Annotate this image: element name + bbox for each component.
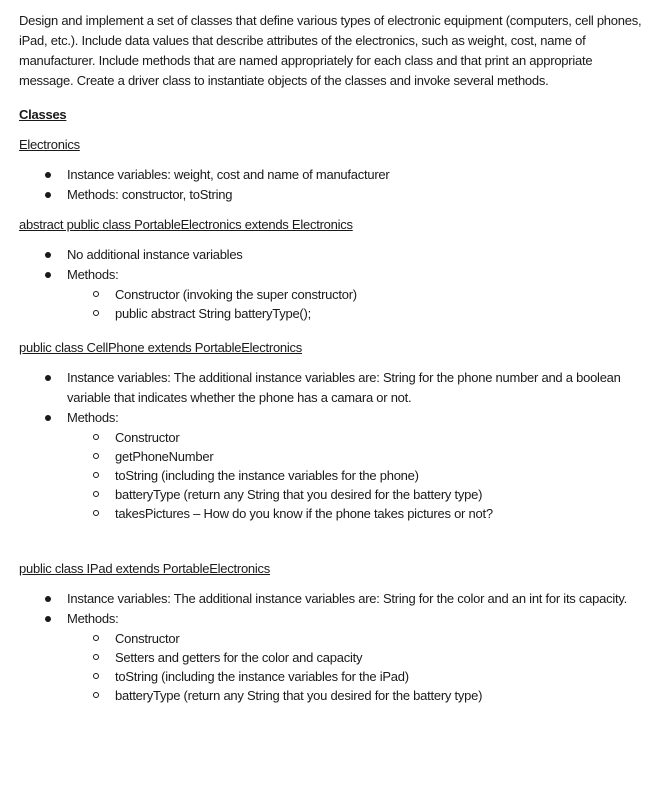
methods-label: Methods: (67, 410, 119, 425)
methods-label: Methods: (67, 611, 119, 626)
cellphone-methods (67, 428, 649, 523)
intro-paragraph: Design and implement a set of classes that define various types of electronic equipment (computers, cell phones, iPad, etc.). Include data values that describe attributes of the electronics, such as weight, cost, name of manufacturer. Include methods that are named appropriately for each class and that print an appropriate message. Create a driver class to instantiate objects of the classes and invoke several methods. (19, 13, 642, 88)
classes-heading: Classes (19, 107, 67, 122)
method-item: getPhoneNumber (67, 447, 649, 466)
methods-label: Methods: (67, 267, 119, 282)
portable-methods (67, 285, 649, 323)
method-item: toString (including the instance variables for the iPad) (67, 667, 649, 686)
ipad-bullets (19, 589, 649, 705)
method-item: toString (including the instance variables for the phone) (67, 466, 649, 485)
class-title-electronics: Electronics (19, 137, 80, 152)
method-item: Constructor (67, 629, 649, 648)
method-item: Constructor (67, 428, 649, 447)
method-item: batteryType (return any String that you desired for the battery type) (67, 686, 649, 705)
portable-bullets (19, 245, 649, 323)
bullet-item (19, 265, 649, 323)
bullet-item: Instance variables: The additional instance variables are: String for the phone number and a boolean variable that indicates whether the phone has a camara or not. (19, 368, 649, 408)
class-title-portable-electronics: abstract public class PortableElectronics extends Electronics (19, 217, 353, 232)
electronics-bullets (19, 165, 649, 205)
bullet-item: No additional instance variables (19, 245, 649, 265)
method-item: takesPictures – How do you know if the phone takes pictures or not? (67, 504, 649, 523)
document-body (19, 11, 649, 705)
class-title-cellphone: public class CellPhone extends PortableElectronics (19, 340, 303, 355)
bullet-item (19, 609, 649, 705)
method-item: batteryType (return any String that you desired for the battery type) (67, 485, 649, 504)
method-item: Constructor (invoking the super constructor) (67, 285, 649, 304)
bullet-item: Instance variables: weight, cost and name of manufacturer (19, 165, 649, 185)
bullet-item (19, 408, 649, 523)
section-cellphone (19, 338, 649, 523)
section-electronics (19, 135, 649, 205)
class-title-ipad: public class IPad extends PortableElectronics (19, 561, 271, 576)
bullet-item: Instance variables: The additional instance variables are: String for the color and an int for its capacity. (19, 589, 649, 609)
method-item: public abstract String batteryType(); (67, 304, 649, 323)
method-item: Setters and getters for the color and capacity (67, 648, 649, 667)
section-ipad (19, 559, 649, 705)
section-portable-electronics (19, 215, 649, 323)
cellphone-bullets (19, 368, 649, 523)
ipad-methods (67, 629, 649, 705)
bullet-item: Methods: constructor, toString (19, 185, 649, 205)
